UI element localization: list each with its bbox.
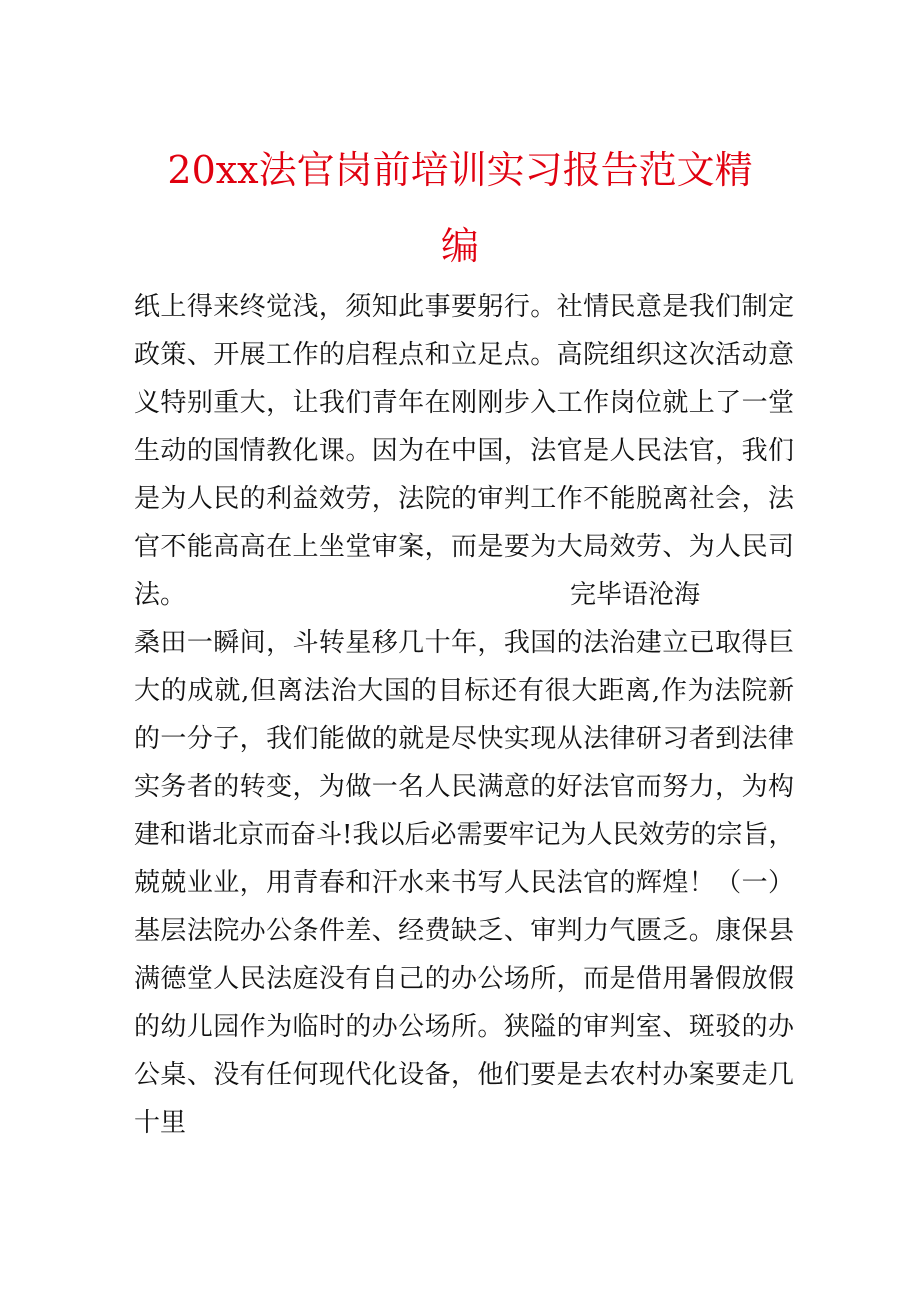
body-line: 是为人民的利益效劳，法院的审判工作不能脱离社会，法 xyxy=(134,484,794,514)
body-line: 建和谐北京而奋斗!我以后必需要牢记为人民效劳的宗旨， xyxy=(134,820,795,850)
document-title-line-2: 编 xyxy=(440,224,479,268)
body-line: 大的成就,但离法治大国的目标还有很大距离,作为法院新 xyxy=(134,676,794,706)
body-line: 基层法院办公条件差、经费缺乏、审判力气匮乏。康保县 xyxy=(134,916,794,946)
body-line: 纸上得来终觉浅，须知此事要躬行。社情民意是我们制定 xyxy=(134,292,794,322)
document-title-line-1: 20xx法官岗前培训实习报告范文精 xyxy=(167,148,753,192)
body-line: 公桌、没有任何现代化设备，他们要是去农村办案要走几 xyxy=(134,1060,794,1090)
inline-heading: 完毕语沧海 xyxy=(570,580,701,610)
body-line: 政策、开展工作的启程点和立足点。高院组织这次活动意 xyxy=(134,340,794,370)
body-line: 官不能高高在上坐堂审案，而是要为大局效劳、为人民司 xyxy=(134,532,794,562)
body-line: 兢兢业业，用青春和汗水来书写人民法官的辉煌！（一） xyxy=(134,868,794,898)
body-line: 十里 xyxy=(134,1108,187,1138)
body-line-text: 法。 xyxy=(134,580,187,610)
body-line: 满德堂人民法庭没有自己的办公场所，而是借用暑假放假 xyxy=(134,964,794,994)
body-line: 的幼儿园作为临时的办公场所。狭隘的审判室、斑驳的办 xyxy=(134,1012,794,1042)
body-line: 义特别重大，让我们青年在刚刚步入工作岗位就上了一堂 xyxy=(134,388,794,418)
body-line: 桑田一瞬间，斗转星移几十年，我国的法治建立已取得巨 xyxy=(134,628,794,658)
body-line: 的一分子，我们能做的就是尽快实现从法律研习者到法律 xyxy=(134,724,794,754)
body-line: 生动的国情教化课。因为在中国，法官是人民法官，我们 xyxy=(134,436,794,466)
body-line: 实务者的转变，为做一名人民满意的好法官而努力，为构 xyxy=(134,772,794,802)
body-line-with-heading xyxy=(134,575,794,615)
